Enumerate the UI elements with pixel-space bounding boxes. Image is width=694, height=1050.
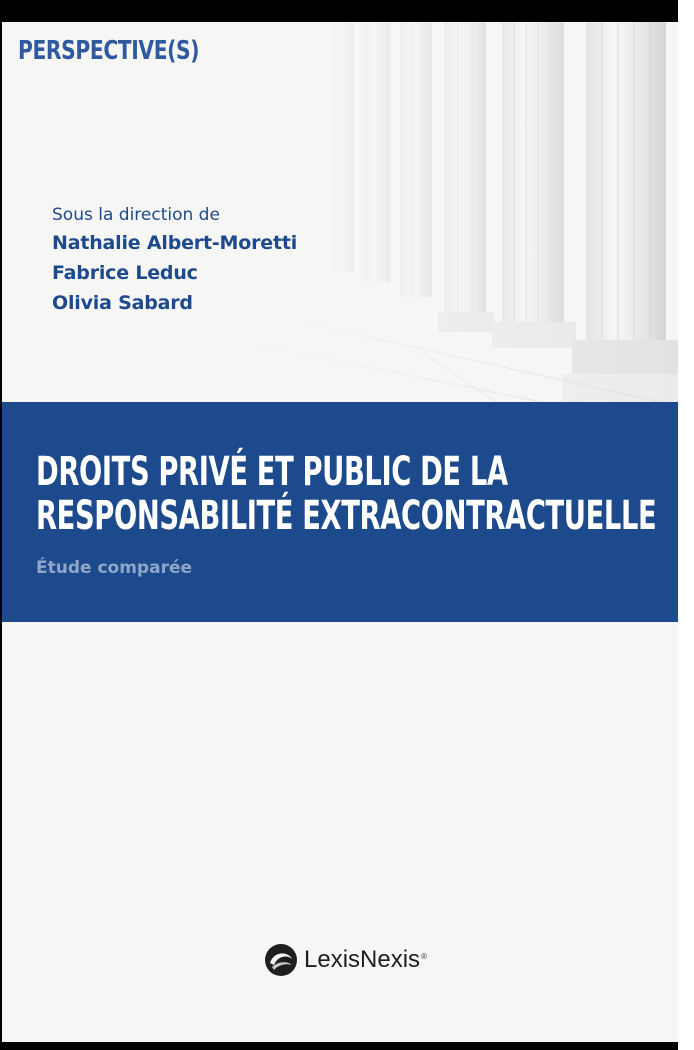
book-title bbox=[36, 450, 656, 538]
publisher-logo bbox=[264, 942, 427, 978]
series-title: PERSPECTIVE(S) bbox=[18, 36, 200, 66]
right-edge-background bbox=[678, 0, 694, 1050]
title-band bbox=[2, 402, 678, 622]
title-line-2: RESPONSABILITÉ EXTRACONTRACTUELLE bbox=[36, 493, 657, 539]
book-subtitle: Étude comparée bbox=[36, 558, 193, 578]
book-cover bbox=[2, 22, 678, 1042]
editors-intro: Sous la direction de bbox=[52, 205, 220, 225]
editor-name: Olivia Sabard bbox=[52, 292, 193, 314]
editor-name: Nathalie Albert-Moretti bbox=[52, 232, 298, 254]
registered-mark: ® bbox=[421, 952, 427, 961]
lexisnexis-knot-logo-icon bbox=[264, 943, 298, 977]
title-line-1: DROITS PRIVÉ ET PUBLIC DE LA bbox=[36, 449, 508, 495]
editors-block bbox=[52, 202, 297, 318]
editor-name: Fabrice Leduc bbox=[52, 262, 198, 284]
publisher-name: LexisNexis bbox=[304, 946, 421, 973]
